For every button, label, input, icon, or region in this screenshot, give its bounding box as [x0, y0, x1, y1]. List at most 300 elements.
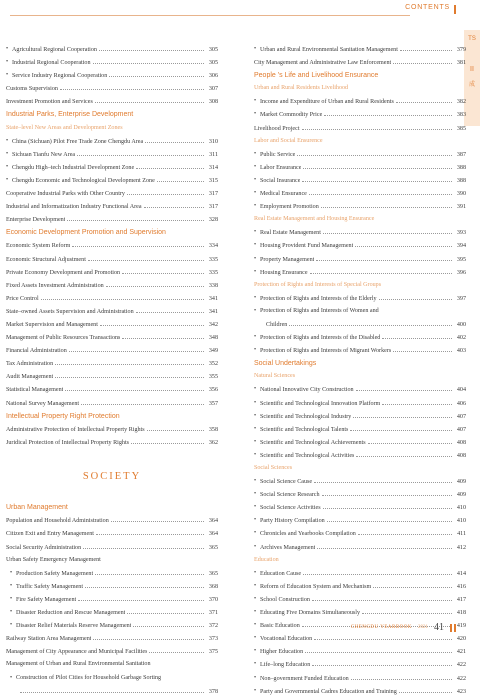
- toc-entry-title: • Protection of Rights and Interests of Migrant Workers: [260, 348, 392, 355]
- toc-leader-dots: [95, 567, 204, 575]
- toc-page-number: 378: [208, 688, 218, 695]
- toc-entry: [254, 501, 466, 514]
- toc-entry-title: Private Economy Development and Promotion: [6, 269, 121, 276]
- toc-page-number: 305: [208, 60, 218, 67]
- toc-entry-title: • Market Commodity Price: [260, 112, 323, 119]
- toc-leader-dots: [111, 514, 204, 522]
- toc-leader-dots: [60, 82, 204, 90]
- toc-entry-title: • Medical Ensurance: [260, 191, 307, 198]
- toc-page-number: 408: [456, 439, 466, 446]
- toc-page-number: 375: [208, 649, 218, 656]
- toc-group-heading: • Protection of Rights and Interests of Women and: [254, 305, 466, 318]
- toc-leader-dots: [382, 331, 452, 339]
- toc-entry: [6, 174, 218, 187]
- toc-entry: [254, 383, 466, 396]
- toc-leader-dots: [55, 357, 204, 365]
- toc-entry-title: • Public Service: [260, 151, 296, 158]
- toc-leader-dots: [127, 187, 204, 195]
- toc-entry-title: • Scientific and Technological Achievements: [260, 439, 366, 446]
- toc-leader-dots: [379, 292, 452, 300]
- toc-entry: [6, 619, 218, 632]
- toc-entry: [6, 148, 218, 161]
- toc-page-number: 395: [456, 256, 466, 263]
- toc-entry-title: State–owned Assets Supervision and Administration: [6, 308, 134, 315]
- toc-entry: [6, 266, 218, 279]
- toc-page-number: 362: [208, 439, 218, 446]
- toc-entry: [6, 135, 218, 148]
- toc-entry-title: National Survey Management: [6, 400, 80, 407]
- toc-entry: [254, 239, 466, 252]
- toc-page-number: 416: [456, 583, 466, 590]
- toc-entry-title: • Chronicles and Yearbooks Compilation: [260, 531, 356, 538]
- toc-leader-dots: [69, 344, 204, 352]
- toc-entry: [254, 226, 466, 239]
- toc-entry: [6, 344, 218, 357]
- toc-entry: [254, 606, 466, 619]
- toc-page-number: 394: [456, 243, 466, 250]
- toc-leader-dots: [362, 606, 452, 614]
- toc-page-number: 404: [456, 387, 466, 394]
- toc-page-number: 379: [456, 47, 466, 53]
- toc-page-number: 334: [208, 243, 218, 250]
- toc-leader-dots: [327, 514, 452, 522]
- toc-entry-title: • Social Science Cause: [260, 479, 313, 486]
- toc-page-number: 335: [208, 256, 218, 263]
- toc-entry-title: Railway Station Area Management: [6, 636, 92, 643]
- toc-leader-dots: [305, 645, 452, 653]
- page-header: [0, 4, 480, 16]
- toc-entry: [254, 567, 466, 580]
- toc-entry: [254, 436, 466, 449]
- toc-entry-title: Market Supervision and Management: [6, 321, 98, 328]
- toc-page-number: 314: [208, 164, 218, 171]
- toc-page-number: 422: [456, 675, 466, 682]
- toc-leader-dots: [83, 541, 204, 549]
- toc-leader-dots: [289, 318, 452, 326]
- toc-page-number: 308: [208, 99, 218, 106]
- toc-entry-title: Cooperative Industrial Parks with Other Country: [6, 191, 125, 198]
- toc-entry: [254, 292, 466, 305]
- toc-entry-title: • Archives Management: [260, 544, 316, 551]
- toc-page-number: 409: [456, 479, 466, 486]
- toc-entry: [6, 514, 218, 527]
- toc-entry-title: • Disaster Reduction and Rescue Management: [16, 610, 126, 617]
- toc-page-number: 414: [456, 570, 466, 577]
- toc-entry-title: Statistical Management: [6, 387, 64, 394]
- toc-entry-title: Juridical Protection of Intellectual Property Rights: [6, 439, 130, 446]
- toc-leader-dots: [316, 253, 452, 261]
- toc-leader-dots: [72, 239, 204, 247]
- toc-entry-title: • Scientific and Technological Talents: [260, 426, 349, 433]
- toc-leader-dots: [109, 69, 204, 77]
- toc-page-number: 364: [208, 531, 218, 538]
- toc-leader-dots: [323, 501, 452, 509]
- toc-entry-title: Social Security Administration: [6, 544, 82, 551]
- toc-entry-title: • Basic Education: [260, 623, 300, 630]
- toc-page-number: 373: [208, 636, 218, 643]
- toc-section-heading: Social Undertakings: [254, 360, 317, 368]
- toc-entry-title: Audit Management: [6, 374, 54, 381]
- toc-entry: [6, 200, 218, 213]
- toc-entry-title: • Reform of Education System and Mechanism: [260, 583, 372, 590]
- toc-leader-dots: [314, 475, 452, 483]
- toc-leader-dots: [310, 266, 452, 274]
- toc-leader-dots: [147, 423, 204, 431]
- toc-left-column: [6, 43, 218, 698]
- toc-entry: [254, 148, 466, 161]
- toc-page-number: 357: [208, 400, 218, 407]
- toc-leader-dots: [321, 200, 452, 208]
- page-footer: [351, 622, 456, 633]
- toc-entry-title: • National Innovative City Construction: [260, 387, 354, 394]
- toc-page-number: 391: [456, 204, 466, 211]
- toc-leader-dots: [356, 383, 452, 391]
- toc-subsection-heading: Natural Sciences: [254, 373, 296, 380]
- toc-entry-title: • Party and Governmental Cadres Education and Training: [260, 688, 397, 695]
- toc-subsection-heading: Real Estate Management and Housing Ensurance: [254, 216, 375, 223]
- toc-entry-title: • Scientific and Technological Activities: [260, 452, 355, 459]
- toc-entry: [6, 239, 218, 252]
- toc-entry-title: • Vocational Education: [260, 636, 313, 643]
- header-title: CONTENTS: [405, 4, 450, 11]
- toc-entry: [254, 174, 466, 187]
- toc-leader-dots: [55, 370, 204, 378]
- toc-page-number: 423: [456, 688, 466, 695]
- toc-entry: [6, 632, 218, 645]
- toc-entry: [6, 187, 218, 200]
- toc-page-number: 381: [456, 60, 466, 67]
- toc-leader-dots: [122, 266, 204, 274]
- toc-page-number: 422: [456, 662, 466, 669]
- toc-entry: [6, 397, 218, 410]
- toc-entry: [254, 253, 466, 266]
- toc-page-number: 403: [456, 348, 466, 355]
- toc-subsection-heading: Urban and Rural Residents Livelihood: [254, 85, 349, 92]
- toc-entry-title: Fixed Assets Investment Administration: [6, 282, 104, 289]
- toc-entry-title: Citizen Exit and Entry Management: [6, 531, 94, 538]
- toc-leader-dots: [149, 645, 204, 653]
- toc-leader-dots: [353, 410, 452, 418]
- toc-leader-dots: [88, 253, 204, 261]
- toc-page-number: 420: [456, 636, 466, 643]
- toc-entry: [254, 344, 466, 357]
- toc-entry-title: Children: [266, 321, 288, 328]
- toc-entry: [6, 593, 218, 606]
- toc-entry: [6, 56, 218, 69]
- toc-page-number: 393: [456, 230, 466, 237]
- toc-leader-dots: [93, 56, 204, 64]
- toc-page-number: 365: [208, 544, 218, 551]
- toc-page-number: 402: [456, 335, 466, 342]
- toc-entry-title: • Agricultural Regional Cooperation: [12, 47, 97, 53]
- toc-entry: [6, 606, 218, 619]
- header-rule: [10, 15, 410, 16]
- toc-group-heading: • Construction of Pilot Cities for Household Garbage Sorting: [6, 672, 218, 685]
- toc-spacer: [6, 488, 218, 501]
- toc-entry-title: Investment Promotion and Services: [6, 99, 93, 106]
- header-accent-bar: [454, 5, 456, 14]
- toc-leader-dots: [145, 135, 204, 143]
- toc-leader-dots: [81, 397, 204, 405]
- toc-page-number: 317: [208, 191, 218, 198]
- toc-page-number: 406: [456, 400, 466, 407]
- toc-entry: [254, 672, 466, 685]
- side-tab-bottom: 成: [468, 82, 475, 88]
- toc-leader-dots: [350, 423, 452, 431]
- side-tab: [464, 30, 480, 126]
- toc-page-number: 407: [456, 426, 466, 433]
- toc-entry-title: Customs Supervision: [6, 86, 58, 93]
- toc-entry-title: • Production Safety Management: [16, 570, 94, 577]
- toc-entry-title: • Scientific and Technological Industry: [260, 413, 352, 420]
- toc-page-number: 311: [209, 151, 218, 158]
- toc-entry-title: • Housing Ensurance: [260, 269, 308, 276]
- toc-page-number: 341: [208, 295, 218, 302]
- toc-entry-title: • Protection of Rights and Interests of the Elderly: [260, 295, 377, 302]
- toc-leader-dots: [136, 161, 204, 169]
- toc-leader-dots: [136, 305, 204, 313]
- toc-section-heading: Intellectual Property Right Protection: [6, 412, 120, 420]
- toc-entry: [6, 370, 218, 383]
- toc-leader-dots: [93, 632, 204, 640]
- toc-entry: [6, 567, 218, 580]
- toc-section-heading: Economic Development Promotion and Supervision: [6, 229, 166, 237]
- toc-entry-title: City Management and Administrative Law Enforcement: [254, 60, 392, 67]
- toc-entry-title: Industrial and Informatization Industry Functional Area: [6, 204, 142, 211]
- toc-leader-dots: [41, 292, 204, 300]
- toc-leader-dots: [312, 658, 452, 666]
- toc-page-number: 352: [208, 361, 218, 368]
- toc-leader-dots: [382, 397, 452, 405]
- toc-entry: [254, 423, 466, 436]
- toc-leader-dots: [96, 527, 204, 535]
- toc-entry-title: • School Construction: [260, 596, 310, 603]
- toc-page-number: 368: [208, 583, 218, 590]
- toc-page-number: 365: [208, 570, 218, 577]
- toc-page-number: 396: [456, 269, 466, 276]
- toc-leader-dots: [100, 318, 204, 326]
- toc-page-number: 317: [208, 204, 218, 211]
- toc-leader-dots: [356, 449, 452, 457]
- toc-page-number: 335: [208, 269, 218, 276]
- toc-subsection-heading: Labor and Social Ensurence: [254, 137, 323, 144]
- toc-entry: [6, 436, 218, 449]
- toc-entry-title: • Industrial Regional Cooperation: [12, 60, 91, 67]
- toc-entry-title: • Educating Five Domains Simultaneously: [260, 610, 361, 617]
- toc-leader-dots: [85, 580, 204, 588]
- toc-entry: [254, 410, 466, 423]
- toc-entry: [254, 632, 466, 645]
- toc-page-number: 356: [208, 387, 218, 394]
- toc-page-number: 341: [208, 308, 218, 315]
- toc-leader-dots: [20, 685, 204, 693]
- toc-page-number: 348: [208, 335, 218, 342]
- toc-leader-dots: [393, 56, 452, 64]
- toc-entry: [6, 279, 218, 292]
- toc-leader-dots: [324, 108, 452, 116]
- toc-entry: [254, 449, 466, 462]
- toc-entry-title: • Party History Compilation: [260, 518, 325, 525]
- toc-entry: [6, 82, 218, 95]
- toc-entry-title: Price Control: [6, 295, 39, 302]
- toc-entry-title: Management of Public Resources Transactions: [6, 335, 121, 342]
- toc-leader-dots: [312, 593, 452, 601]
- toc-entry: [6, 69, 218, 82]
- toc-entry-title: Economic Structural Adjustment: [6, 256, 86, 263]
- toc-page-number: 342: [208, 321, 218, 328]
- toc-entry: [254, 514, 466, 527]
- toc-entry-title: • Income and Expenditure of Urban and Rural Residents: [260, 99, 394, 106]
- toc-leader-dots: [322, 488, 452, 496]
- toc-leader-dots: [399, 685, 452, 693]
- toc-leader-dots: [77, 148, 204, 156]
- toc-entry: [254, 108, 466, 121]
- toc-entry: [6, 685, 218, 698]
- toc-entry-title: • Life–long Education: [260, 662, 311, 669]
- toc-entry: [6, 292, 218, 305]
- toc-entry: [254, 187, 466, 200]
- toc-entry-title: • Sichuan Tianfu New Area: [12, 151, 76, 158]
- toc-entry-title: • China (Sichuan) Pilot Free Trade Zone Chengdu Area: [12, 138, 144, 145]
- toc-page-number: 421: [456, 649, 466, 656]
- toc-entry-title: • Social Science Activities: [260, 505, 321, 512]
- toc-leader-dots: [323, 226, 452, 234]
- toc-entry: [6, 383, 218, 396]
- toc-entry-title: Tax Administration: [6, 361, 54, 368]
- toc-entry-title: • Chengdu High–tech Industrial Development Zone: [12, 164, 135, 171]
- toc-section-heading: Industrial Parks, Enterprise Development: [6, 111, 134, 119]
- toc-entry: [6, 213, 218, 226]
- toc-page-number: 412: [456, 544, 466, 551]
- toc-entry: [254, 580, 466, 593]
- toc-leader-dots: [303, 567, 452, 575]
- toc-entry: [254, 527, 466, 540]
- toc-page-number: 417: [456, 596, 466, 603]
- toc-page-number: 397: [456, 295, 466, 302]
- toc-entry-title: • Social Science Research: [260, 492, 320, 499]
- toc-leader-dots: [351, 672, 452, 680]
- toc-subsection-heading: State–level New Areas and Development Zones: [6, 124, 123, 131]
- footer-accent-bar: [450, 624, 456, 632]
- toc-leader-dots: [393, 344, 452, 352]
- toc-page-number: 383: [456, 112, 466, 119]
- toc-page-number: 338: [208, 282, 218, 289]
- toc-section-heading: Urban Management: [6, 504, 68, 512]
- toc-entry: [6, 331, 218, 344]
- toc-leader-dots: [373, 580, 452, 588]
- toc-entry: [6, 161, 218, 174]
- toc-entry-title: • Property Management: [260, 256, 315, 263]
- toc-entry: [6, 357, 218, 370]
- toc-page-number: 410: [456, 518, 466, 525]
- toc-leader-dots: [131, 436, 204, 444]
- toc-entry: [6, 95, 218, 108]
- toc-entry: [6, 645, 218, 658]
- toc-entry: [254, 43, 466, 56]
- toc-spacer: [6, 449, 218, 462]
- toc-page-number: 349: [208, 348, 218, 355]
- toc-leader-dots: [157, 174, 204, 182]
- toc-entry-title: • Real Estate Management: [260, 230, 321, 237]
- toc-group-heading: Urban Safety Emergency Management: [6, 556, 101, 563]
- toc-entry-title: • Higher Education: [260, 649, 304, 656]
- toc-entry-title: Livelihood Project: [254, 125, 300, 132]
- toc-entry-title: • Urban and Rural Environmental Sanitation Management: [260, 47, 398, 53]
- toc-page-number: 371: [208, 610, 218, 617]
- toc-entry-title: Financial Administration: [6, 348, 67, 355]
- toc-entry-title: Population and Household Administration: [6, 518, 109, 525]
- toc-leader-dots: [317, 541, 452, 549]
- toc-subsection-heading: Social Sciences: [254, 465, 293, 471]
- toc-entry-title: • Traffic Safety Management: [16, 583, 84, 590]
- toc-leader-dots: [144, 200, 204, 208]
- toc-entry-title: • Labor Ensurance: [260, 164, 302, 171]
- toc-leader-dots: [303, 161, 452, 169]
- toc-entry: [254, 122, 466, 135]
- toc-entry: [254, 645, 466, 658]
- toc-subsection-heading: Protection of Rights and Interests of Special Groups: [254, 281, 382, 288]
- toc-page-number: 388: [456, 164, 466, 171]
- toc-page-number: 400: [456, 321, 466, 328]
- toc-entry-title: Management of City Appearance and Municipal Facilities: [6, 649, 148, 656]
- toc-page-number: 306: [208, 73, 218, 80]
- toc-leader-dots: [368, 436, 452, 444]
- toc-page-number: 328: [208, 217, 218, 224]
- toc-leader-dots: [309, 187, 452, 195]
- toc-page-number: 307: [208, 86, 218, 93]
- toc-entry: [254, 593, 466, 606]
- toc-entry: [254, 541, 466, 554]
- toc-leader-dots: [65, 383, 204, 391]
- toc-entry: [254, 475, 466, 488]
- toc-page-number: 315: [208, 177, 218, 184]
- toc-page-number: 410: [456, 505, 466, 512]
- toc-entry: [254, 161, 466, 174]
- toc-entry-title: • Service Industry Regional Cooperation: [12, 73, 108, 80]
- toc-page-number: 370: [208, 596, 218, 603]
- toc-entry-title: Economic System Reform: [6, 243, 71, 250]
- toc-entry-title: • Social Insurance: [260, 177, 301, 184]
- toc-group-heading: Management of Urban and Rural Environmental Sanitation: [6, 661, 151, 668]
- toc-entry: [6, 43, 218, 56]
- toc-entry-title: • Protection of Rights and Interests of the Disabled: [260, 335, 381, 342]
- toc-page-number: 310: [208, 138, 218, 145]
- toc-entry: [6, 423, 218, 436]
- toc-entry: [254, 200, 466, 213]
- toc-page-number: 409: [456, 492, 466, 499]
- toc-entry: [6, 253, 218, 266]
- toc-leader-dots: [302, 122, 452, 130]
- toc-entry-title: Enterprise Development: [6, 217, 66, 224]
- section-title: SOCIETY: [82, 471, 142, 482]
- toc-right-column: [254, 43, 466, 698]
- toc-entry-title: • Fire Safety Management: [16, 596, 77, 603]
- toc-entry: [6, 580, 218, 593]
- side-tab-top: TS: [468, 36, 476, 42]
- toc-page-number: 358: [208, 426, 218, 433]
- toc-leader-dots: [99, 43, 204, 51]
- footer-label: CHENGDU YEARBOOK: [350, 625, 412, 630]
- toc-page-number: 385: [456, 125, 466, 132]
- toc-leader-dots: [78, 593, 204, 601]
- toc-entry: [254, 266, 466, 279]
- toc-leader-dots: [314, 632, 452, 640]
- toc-entry-title: Administrative Protection of Intellectual Property Rights: [6, 426, 145, 433]
- toc-entry: [254, 488, 466, 501]
- toc-leader-dots: [396, 95, 452, 103]
- toc-entry-title: • Employment Promotion: [260, 204, 319, 211]
- toc-page-number: 419: [456, 623, 466, 630]
